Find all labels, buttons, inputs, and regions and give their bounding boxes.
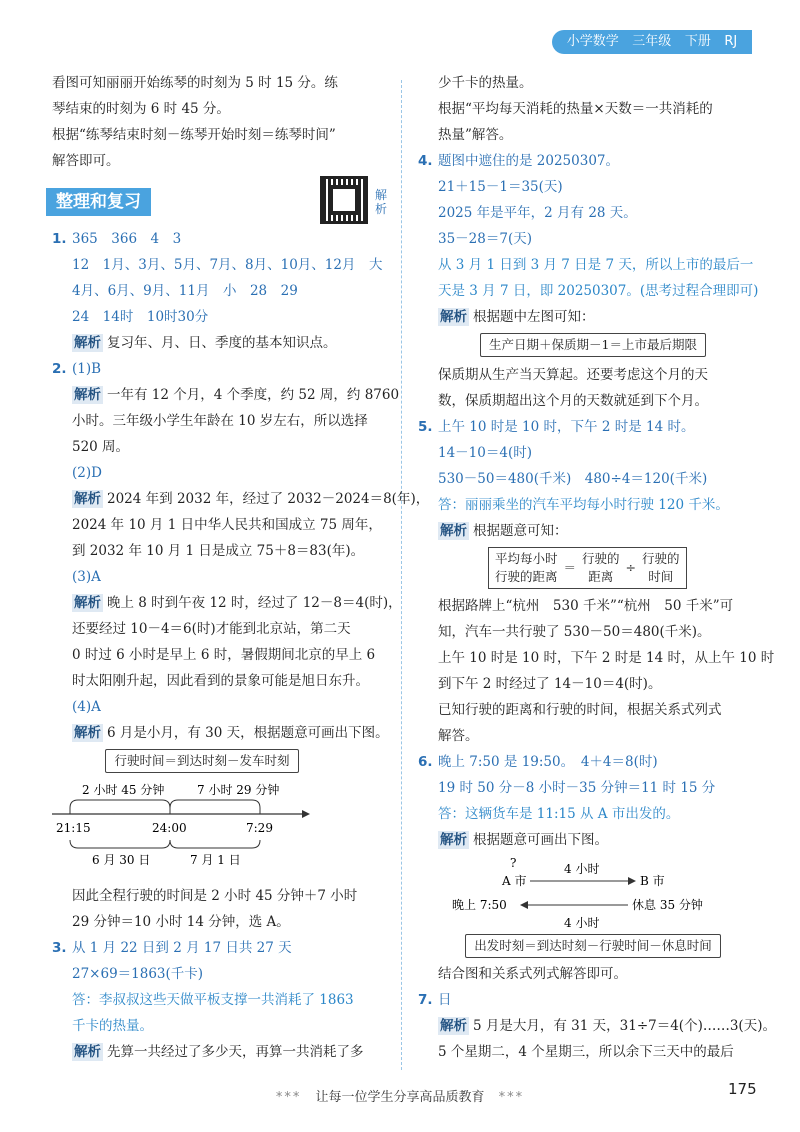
q2-number: 2.	[52, 361, 67, 377]
analysis-tag: 解析	[74, 725, 101, 741]
q1-line: 12 1月、3月、5月、7月、8月、10月、12月 大	[72, 257, 383, 273]
q5-after: 解答。	[438, 728, 479, 744]
section-header	[52, 174, 392, 226]
q6-line: 6. 晚上 7:50 是 19:50。 4＋4＝8(时)	[418, 749, 758, 775]
analysis-line: 520 周。	[72, 439, 130, 455]
time-label-3: 7:29	[246, 821, 273, 835]
rel-c2: 时间	[648, 569, 674, 584]
q7-after: 5 个星期二，4 个星期三，所以余下三天中的最后	[438, 1044, 734, 1060]
q3-answer: 答：李叔叔这些天做平板支撑一共消耗了 1863	[72, 992, 354, 1008]
qr-code[interactable]	[320, 176, 368, 224]
q1-line: 4月、6月、9月、11月 小 28 29	[72, 283, 298, 299]
analysis-tag: 解析	[74, 491, 101, 507]
footer-stars-left: ***	[275, 1090, 302, 1105]
forward-arrow-head	[628, 877, 636, 885]
q2-analysis: 解析 晚上 8 时到午夜 12 时，经过了 12－8＝4(时)，	[74, 595, 402, 611]
intro-line: 琴结束的时刻为 6 时 45 分。	[52, 101, 230, 117]
header-tag	[552, 30, 752, 54]
footer	[0, 1086, 800, 1105]
time-label-1: 21:15	[56, 821, 91, 835]
q3-cont: 少千卡的热量。	[438, 75, 533, 91]
q6-line: 19 时 50 分－8 小时－35 分钟＝11 时 15 分	[438, 780, 716, 796]
q6-answer: 答：这辆货车是 11:15 从 A 市出发的。	[438, 806, 680, 822]
q4-after: 保质期从生产当天算起。还要考虑这个月的天	[438, 367, 708, 383]
rel-c1: 行驶的	[642, 551, 680, 566]
footer-slogan: 让每一位学生分享高品质教育	[315, 1090, 485, 1105]
q3-number: 3.	[52, 940, 67, 956]
q5-after: 上午 10 时是 10 时，下午 2 时是 14 时，从上午 10 时	[438, 650, 775, 666]
duration-top: 4 小时	[564, 862, 600, 876]
analysis-tag: 解析	[74, 1044, 101, 1060]
q1-line: 1. 365 366 4 3	[52, 226, 392, 252]
analysis-line: 时太阳刚升起，因此看到的景象可能是旭日东升。	[72, 673, 369, 689]
intro-line: 解答即可。	[52, 153, 120, 169]
analysis-tag: 解析	[74, 387, 101, 403]
q4-analysis: 解析 根据题中左图可知：	[440, 309, 595, 325]
analysis-tag: 解析	[440, 1018, 467, 1034]
q7-line: 7. 日	[418, 987, 758, 1013]
header-grade: 三年级	[632, 34, 672, 49]
section-title: 整理和复习	[46, 188, 151, 216]
q7-analysis: 解析 5 月是大月，有 31 天，31÷7＝4(个)……3(天)。	[440, 1018, 776, 1034]
relation-box	[488, 547, 687, 589]
q4-line: 35－28＝7(天)	[438, 231, 532, 247]
analysis-line: 小时。三年级小学生年龄在 10 岁左右，所以选择	[72, 413, 368, 429]
time-label-2: 24:00	[152, 821, 187, 835]
conclusion-line: 因此全程行驶的时间是 2 小时 45 分钟＋7 小时	[72, 888, 358, 904]
back-arrow-head	[520, 901, 528, 909]
column-divider	[401, 80, 402, 1070]
rel-div: ÷	[625, 560, 637, 575]
analysis-line: 到 2032 年 10 月 1 日是成立 75＋8＝83(年)。	[72, 543, 365, 559]
q5-line: 5. 上午 10 时是 10 时，下午 2 时是 14 时。	[418, 414, 758, 440]
analysis-tag: 解析	[440, 309, 467, 325]
q1-analysis: 解析 复习年、月、日、季度的基本知识点。	[74, 335, 337, 351]
analysis-line: 还要经过 10－4＝6(时)才能到北京站，第二天	[72, 621, 351, 637]
q3-line: 3. 从 1 月 22 日到 2 月 17 日共 27 天	[52, 935, 392, 961]
intro-line: 根据“练琴结束时刻－练琴开始时刻＝练琴时间”	[52, 127, 336, 143]
analysis-tag: 解析	[440, 523, 467, 539]
q5-line: 530－50＝480(千米) 480÷4＝120(千米)	[438, 471, 708, 487]
duration-bottom: 4 小时	[564, 916, 600, 930]
rel-eq: ＝	[563, 560, 577, 575]
day-brace-1	[70, 840, 170, 848]
header-edition: RJ	[724, 34, 738, 49]
q5-after: 到下午 2 时经过了 14－10＝4(时)。	[438, 676, 662, 692]
rel-b1: 行驶的	[582, 551, 620, 566]
day-brace-2	[170, 840, 260, 848]
q5-answer: 答：丽丽乘坐的汽车平均每小时行驶 120 千米。	[438, 497, 729, 513]
formula-box: 行驶时间＝到达时刻－发车时刻	[105, 749, 298, 773]
arrival-time: 晚上 7:50	[452, 898, 507, 912]
q4-line: 4. 题图中遮住的是 20250307。	[418, 148, 758, 174]
q3-answer: 千卡的热量。	[72, 1018, 153, 1034]
q4-after: 数，保质期超出这个月的天数就延到下个月。	[438, 393, 708, 409]
q5-after: 已知行驶的距离和行驶的时间，根据关系式列式	[438, 702, 722, 718]
analysis-tag: 解析	[74, 335, 101, 351]
segment-label-1: 2 小时 45 分钟	[82, 783, 165, 797]
q2-analysis: 解析 一年有 12 个月，4 个季度，约 52 周，约 8760	[74, 387, 400, 403]
intro-line: 看图可知丽丽开始练琴的时刻为 5 时 15 分。练	[52, 75, 338, 91]
analysis-tag: 解析	[74, 595, 101, 611]
qr-label: 解析	[374, 188, 387, 216]
q7-number: 7.	[418, 992, 433, 1008]
city-b-label: B 市	[640, 874, 665, 888]
q2-part1: 2. (1)B	[52, 356, 392, 382]
brace-1	[70, 800, 170, 808]
q6-analysis: 解析 根据题意可画出下图。	[440, 832, 608, 848]
day-label-2: 7 月 1 日	[190, 853, 241, 867]
q4-line: 2025 年是平年，2 月有 28 天。	[438, 205, 637, 221]
rel-b2: 距离	[588, 569, 614, 584]
q1-line: 24 14时 10时30分	[72, 309, 209, 325]
q2-part3: (3)A	[72, 569, 101, 585]
q2-analysis: 解析 6 月是小月，有 30 天，根据题意可画出下图。	[74, 725, 389, 741]
q3-analysis: 解析 先算一共经过了多少天，再算一共消耗了多	[74, 1044, 364, 1060]
header-subject: 小学数学	[566, 34, 619, 49]
segment-label-2: 7 小时 29 分钟	[197, 783, 280, 797]
q5-analysis: 解析 根据题意可知：	[440, 523, 568, 539]
rest-label: 休息 35 分钟	[632, 898, 703, 912]
q2-part4: (4)A	[72, 699, 101, 715]
q6-number: 6.	[418, 754, 433, 770]
analysis-line: 2024 年 10 月 1 日中华人民共和国成立 75 周年，	[72, 517, 382, 533]
right-column	[418, 70, 776, 1065]
header-volume: 下册	[684, 34, 711, 49]
q4-number: 4.	[418, 153, 433, 169]
formula-box: 生产日期＋保质期－1＝上市最后期限	[480, 333, 706, 357]
conclusion-line: 29 分钟＝10 小时 14 分钟，选 A。	[72, 914, 290, 930]
brace-2	[170, 800, 260, 808]
analysis-line: 0 时过 6 小时是早上 6 时，暑假期间北京的早上 6	[72, 647, 376, 663]
q4-answer: 从 3 月 1 日到 3 月 7 日是 7 天，所以上市的最后一	[438, 257, 754, 273]
route-diagram	[418, 853, 738, 933]
q3-cont: 根据“平均每天消耗的热量×天数＝一共消耗的	[438, 101, 713, 117]
q2-analysis: 解析 2024 年到 2032 年，经过了 2032－2024＝8(年)，	[74, 491, 430, 507]
q3-line: 27×69＝1863(千卡)	[72, 966, 204, 982]
left-column	[52, 70, 430, 1065]
city-a-label: A 市	[502, 874, 527, 888]
unknown-mark: ?	[510, 856, 517, 870]
q5-line: 14－10＝4(时)	[438, 445, 532, 461]
rel-a1: 平均每小时	[495, 551, 558, 566]
q5-after: 知，汽车一共行驶了 530－50＝480(千米)。	[438, 624, 711, 640]
timeline-diagram	[52, 778, 352, 870]
q5-after: 根据路牌上“杭州 530 千米”“杭州 50 千米”可	[438, 598, 734, 614]
day-label-1: 6 月 30 日	[92, 853, 151, 867]
q2-part2: (2)D	[72, 465, 102, 481]
q4-answer: 天是 3 月 7 日，即 20250307。(思考过程合理即可)	[438, 283, 759, 299]
q6-after: 结合图和关系式列式解答即可。	[438, 966, 627, 982]
q3-cont: 热量”解答。	[438, 127, 513, 143]
q4-line: 21＋15－1＝35(天)	[438, 179, 563, 195]
rel-a2: 行驶的距离	[495, 569, 558, 584]
formula-box: 出发时刻＝到达时刻－行驶时间－休息时间	[465, 934, 721, 958]
page-number: 175	[728, 1080, 757, 1098]
q1-number: 1.	[52, 231, 67, 247]
footer-stars-right: ***	[498, 1090, 525, 1105]
timeline-arrow	[302, 810, 310, 818]
q5-number: 5.	[418, 419, 433, 435]
analysis-tag: 解析	[440, 832, 467, 848]
